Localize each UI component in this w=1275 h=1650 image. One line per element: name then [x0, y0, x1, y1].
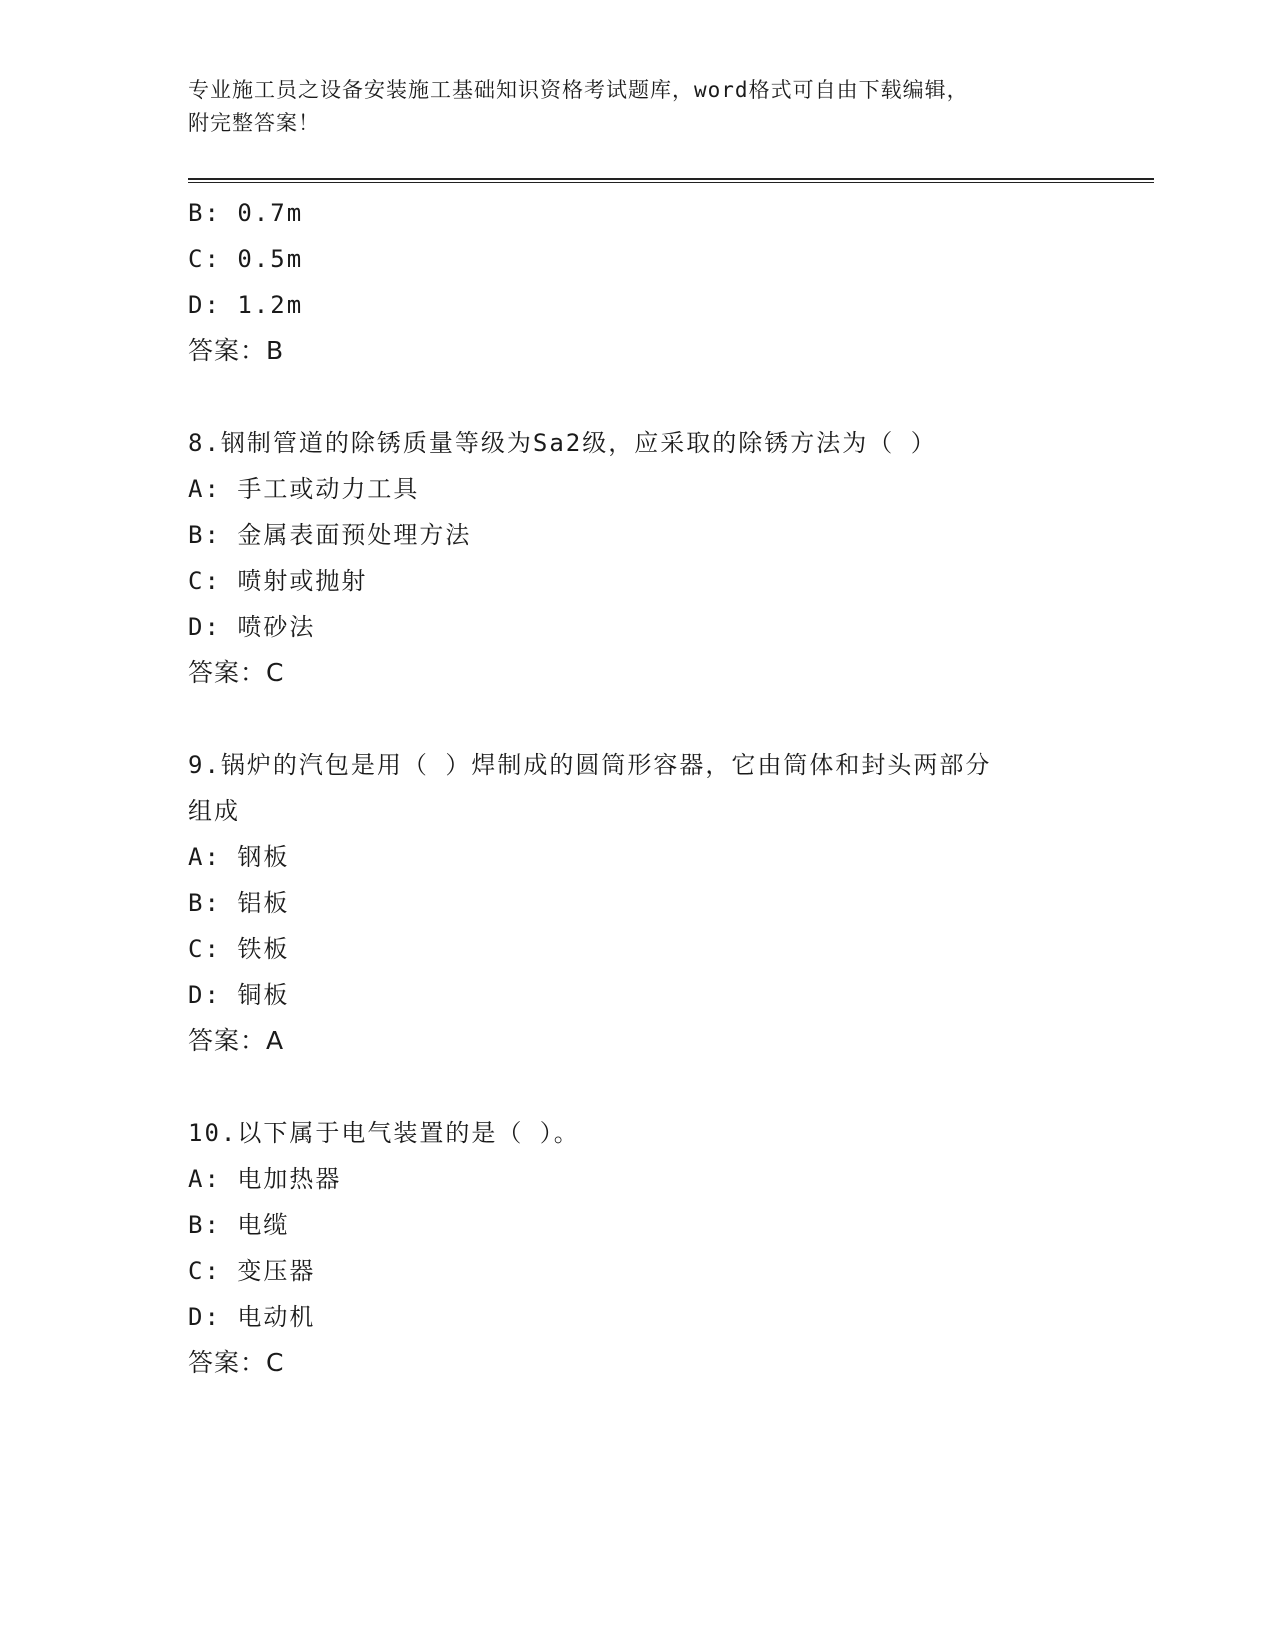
question-7-block	[188, 190, 1108, 374]
q8-option-a: A: 手工或动力工具	[188, 475, 420, 503]
question-8-block	[188, 420, 1108, 696]
spacer	[188, 374, 1108, 420]
spacer	[188, 1064, 1108, 1110]
q8-option-b: B: 金属表面预处理方法	[188, 521, 472, 549]
q8-option-d: D: 喷砂法	[188, 613, 316, 641]
header-line-1: 专业施工员之设备安装施工基础知识资格考试题库，word格式可自由下载编辑，	[188, 78, 969, 102]
q10-question: 10.以下属于电气装置的是（ ）。	[188, 1119, 580, 1147]
q7-option-b: B: 0.7m	[188, 199, 304, 227]
q7-option-c: C: 0.5m	[188, 245, 304, 273]
question-content	[188, 190, 1108, 1386]
q9-option-b: B: 铝板	[188, 889, 290, 917]
q10-option-b: B: 电缆	[188, 1211, 290, 1239]
q7-option-d: D: 1.2m	[188, 291, 304, 319]
question-9-block	[188, 742, 1108, 1064]
header-line-2: 附完整答案！	[188, 111, 320, 135]
q8-question: 8.钢制管道的除锈质量等级为Sa2级，应采取的除锈方法为（ ）	[188, 429, 937, 457]
q7-answer: 答案：B	[188, 336, 285, 365]
q9-option-c: C: 铁板	[188, 935, 290, 963]
header-divider	[188, 178, 1154, 183]
q9-option-a: A: 钢板	[188, 843, 290, 871]
question-10-block	[188, 1110, 1108, 1386]
q10-option-d: D: 电动机	[188, 1303, 316, 1331]
q10-option-c: C: 变压器	[188, 1257, 316, 1285]
q10-answer: 答案：C	[188, 1348, 285, 1377]
page-header	[188, 74, 1088, 140]
q9-question-line-2: 组成	[188, 797, 240, 825]
q9-option-d: D: 铜板	[188, 981, 290, 1009]
q9-answer: 答案：A	[188, 1026, 285, 1055]
q8-option-c: C: 喷射或抛射	[188, 567, 368, 595]
q9-question-line-1: 9.锅炉的汽包是用（ ）焊制成的圆筒形容器，它由筒体和封头两部分	[188, 751, 992, 779]
q8-answer: 答案：C	[188, 658, 285, 687]
spacer	[188, 696, 1108, 742]
q10-option-a: A: 电加热器	[188, 1165, 342, 1193]
